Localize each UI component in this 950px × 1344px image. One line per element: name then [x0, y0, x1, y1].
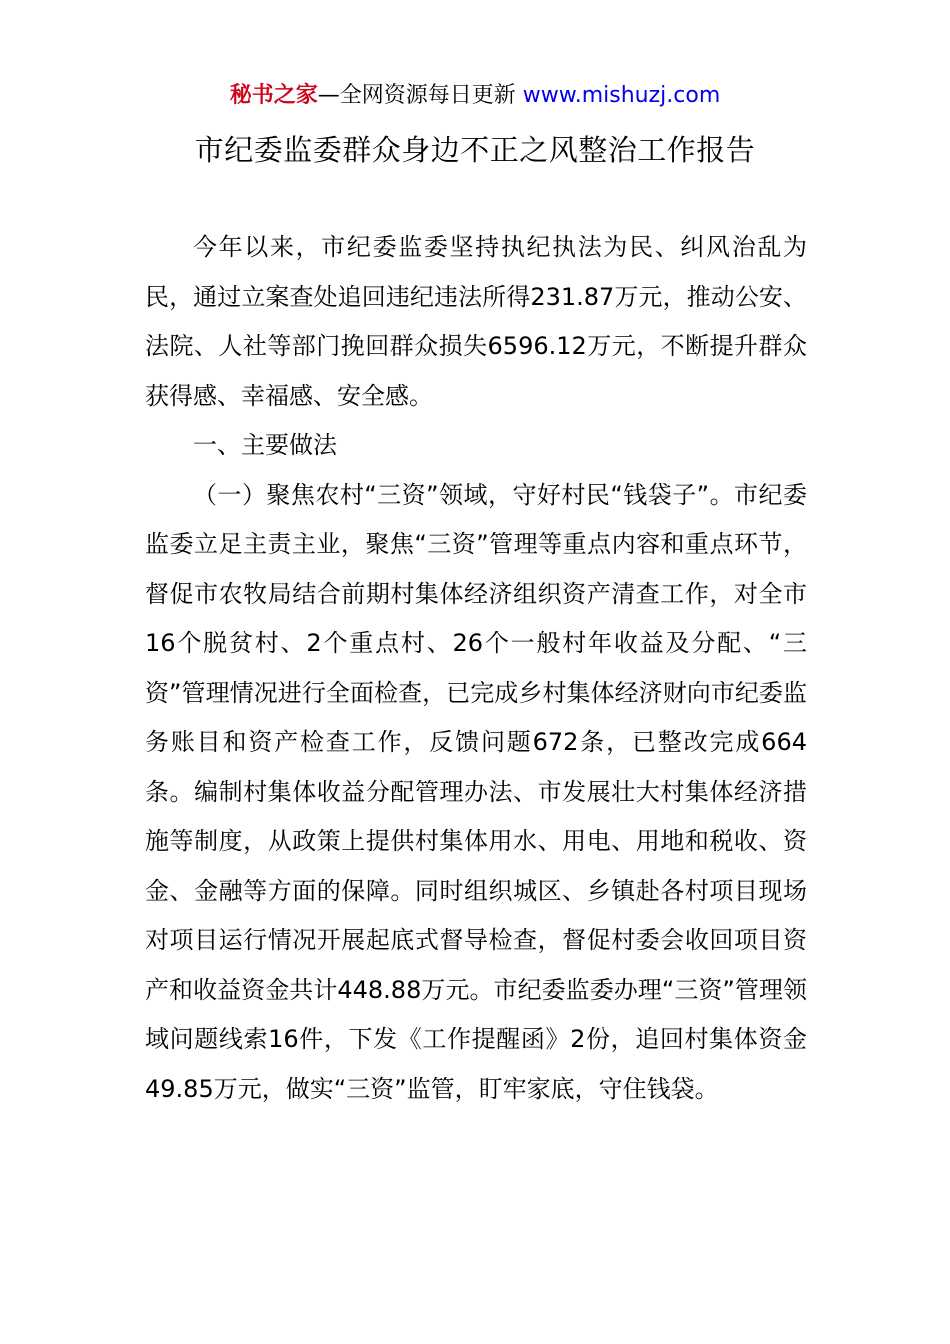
section-heading: 一、主要做法: [193, 431, 337, 459]
site-header: [0, 80, 950, 112]
site-tagline: —全网资源每日更新: [317, 83, 523, 108]
site-url-link[interactable]: www.mishuzj.com: [522, 83, 721, 108]
body-paragraph: （一）聚焦农村“三资”领域，守好村民“钱袋子”。市纪委监委立足主责主业，聚焦“三资”管理等重点内容和重点环节，督促市农牧局结合前期村集体经济组织资产清查工作，对全市16个脱贫村、2个重点村、26个一般村年收益及分配、“三资”管理情况进行全面检查，已完成乡村集体经济财向市纪委监务账目和资产检查工作，反馈问题672条，已整改完成664条。编制村集体收益分配管理办法、市发展壮大村集体经济措施等制度，从政策上提供村集体用水、用电、用地和税收、资金、金融等方面的保障。同时组织城区、乡镇赴各村项目现场对项目运行情况开展起底式督导检查，督促村委会收回项目资产和收益资金共计448.88万元。市纪委监委办理“三资”管理领域问题线索16件，下发《工作提醒函》2份，追回村集体资金49.85万元，做实“三资”监管，盯牢家底，守住钱袋。: [145, 480, 807, 1103]
brand-name: 秘书之家: [229, 83, 318, 108]
intro-paragraph: 今年以来，市纪委监委坚持执纪执法为民、纠风治乱为民，通过立案查处追回违纪违法所得231.87万元，推动公安、法院、人社等部门挽回群众损失6596.12万元，不断提升群众获得感、幸福感、安全感。: [145, 233, 807, 410]
document-body: [145, 223, 807, 1114]
document-title: 市纪委监委群众身边不正之风整治工作报告: [194, 133, 756, 167]
